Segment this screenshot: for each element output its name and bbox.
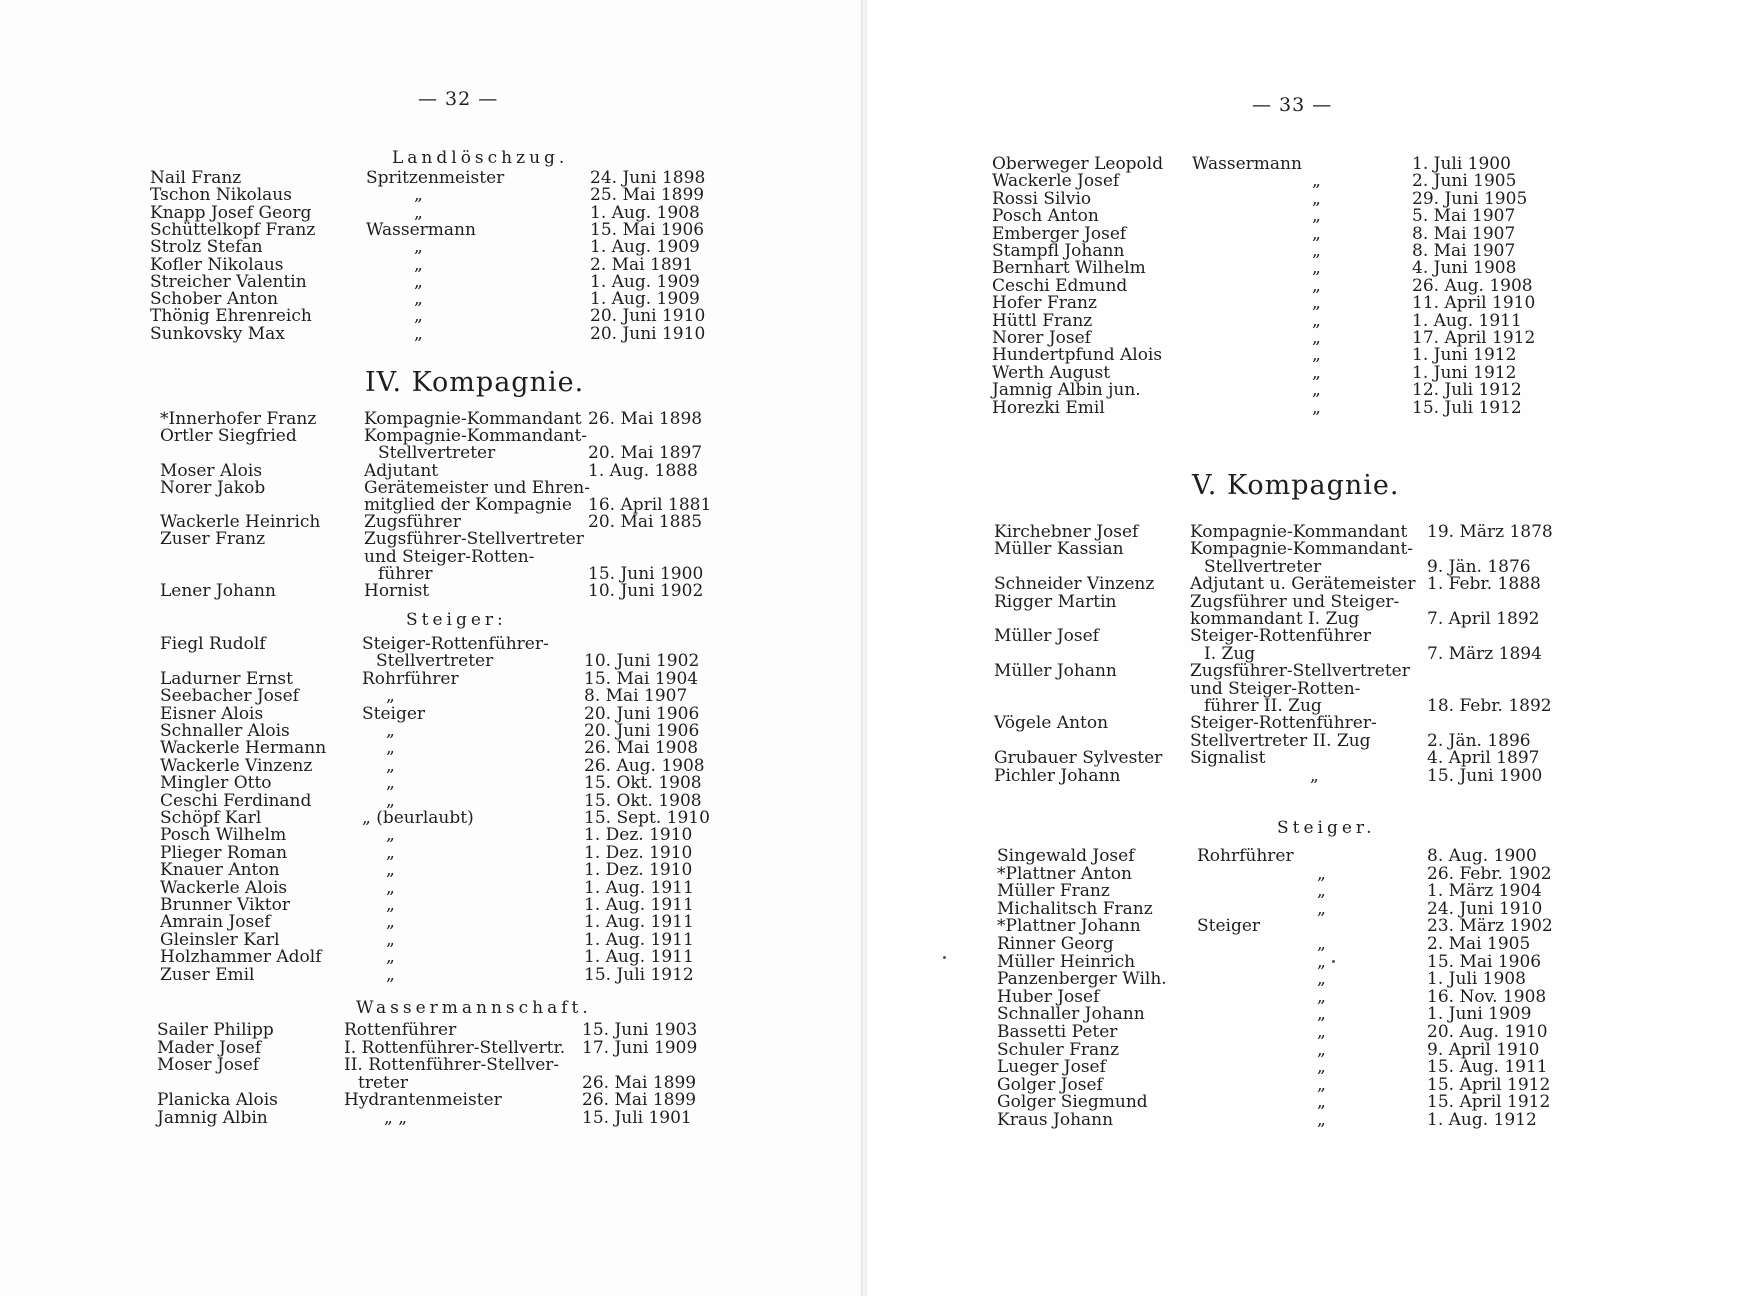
- kompagnie-v-officer-row-date: 1. Febr. 1888: [1427, 574, 1541, 595]
- kompagnie-v-officer-row-role: Stellvertreter II. Zug: [1190, 730, 1371, 751]
- wassermannschaft-row-role: Hydrantenmeister: [344, 1090, 502, 1111]
- kompagnie-iv-steiger-row-name: Posch Wilhelm: [160, 825, 287, 846]
- kompagnie-iv-steiger-row-date: 8. Mai 1907: [584, 686, 688, 707]
- kompagnie-v-officer-row-name: Müller Josef: [994, 626, 1099, 647]
- kompagnie-iv-steiger-row-role: Stellvertreter: [376, 651, 494, 672]
- wassermann-row-name: Ceschi Edmund: [992, 275, 1128, 296]
- kompagnie-iv-steiger-row-date: 1. Aug. 1911: [584, 912, 694, 933]
- wassermann-row-date: 4. Juni 1908: [1412, 258, 1517, 279]
- kompagnie-iv-steiger-row-name: Amrain Josef: [160, 912, 271, 933]
- wassermann-row-role: „: [1312, 310, 1321, 331]
- wassermannschaft-row-role: Rottenführer: [344, 1020, 457, 1040]
- landloeschzug-row-name: Streicher Valentin: [150, 271, 307, 292]
- kompagnie-v-officer-row-name: Pichler Johann: [994, 765, 1121, 786]
- landloeschzug-row-date: 20. Juni 1910: [590, 306, 706, 327]
- kompagnie-v-officer-row-name: Rigger Martin: [994, 591, 1117, 612]
- wassermann-row-name: Jamnig Albin jun.: [992, 380, 1141, 401]
- kompagnie-iv-steiger-row-date: 1. Dez. 1910: [584, 825, 693, 846]
- landloeschzug-row-name: Schober Anton: [150, 289, 279, 310]
- wassermann-row-role: „: [1312, 188, 1321, 209]
- landloeschzug-row-role: „: [414, 185, 423, 206]
- landloeschzug-row-date: 1. Aug. 1909: [590, 289, 700, 310]
- kompagnie-iv-steiger-row-date: 15. Mai 1904: [584, 668, 699, 689]
- landloeschzug-row-name: Knapp Josef Georg: [150, 202, 312, 223]
- kompagnie-v-officer-row-date: 2. Jän. 1896: [1427, 730, 1531, 751]
- kompagnie-iv-steiger-row-role: „: [386, 877, 395, 898]
- landloeschzug-row-name: Thönig Ehrenreich: [150, 306, 312, 327]
- kompagnie-v-steiger-row-date: 15. April 1912: [1427, 1092, 1551, 1113]
- kompagnie-iv-officer-row-role: Gerätemeister und Ehren-: [364, 477, 590, 498]
- kompagnie-v-steiger-row-role: „: [1317, 898, 1326, 919]
- kompagnie-v-steiger-row-name: Schuler Franz: [997, 1039, 1120, 1060]
- wassermann-row-name: Oberweger Leopold: [992, 154, 1164, 174]
- kompagnie-v-steiger-row-date: 23. März 1902: [1427, 916, 1553, 937]
- kompagnie-iv-officer-row-role: Zugsführer: [364, 512, 461, 533]
- kompagnie-iv-officer-row-role: mitglied der Kompagnie: [364, 495, 572, 515]
- wassermann-row-role: „: [1312, 275, 1321, 296]
- page-right: [867, 0, 1740, 1296]
- section-title-steiger-v: Steiger.: [1277, 818, 1376, 838]
- wassermann-row-date: 5. Mai 1907: [1412, 206, 1516, 227]
- kompagnie-iv-officer-row-date: 15. Juni 1900: [588, 563, 704, 584]
- kompagnie-iv-steiger-row-name: Schöpf Karl: [160, 808, 262, 828]
- wassermannschaft-row-role: treter: [358, 1072, 409, 1093]
- wassermann-row-date: 2. Juni 1905: [1412, 171, 1517, 192]
- kompagnie-iv-steiger-row-name: Knauer Anton: [160, 860, 280, 881]
- wassermannschaft-row-role: „ „: [384, 1108, 408, 1128]
- kompagnie-iv-steiger-row-date: 1. Aug. 1911: [584, 877, 694, 898]
- kompagnie-iv-steiger-row-date: 1. Dez. 1910: [584, 860, 693, 881]
- kompagnie-iv-officer-row-name: Norer Jakob: [160, 477, 266, 498]
- wassermannschaft-row-name: Jamnig Albin: [157, 1108, 268, 1128]
- wassermann-row-date: 1. Juli 1900: [1412, 154, 1511, 174]
- wassermannschaft-row-name: Sailer Philipp: [157, 1020, 274, 1040]
- kompagnie-iv-steiger-row-date: 1. Dez. 1910: [584, 842, 693, 863]
- landloeschzug-row-name: Nail Franz: [150, 168, 242, 188]
- kompagnie-v-steiger-row-date: 1. Aug. 1912: [1427, 1110, 1537, 1130]
- wassermann-row-name: Wackerle Josef: [992, 171, 1120, 192]
- kompagnie-v-officer-row-role: Kompagnie-Kommandant: [1190, 522, 1408, 542]
- kompagnie-v-steiger-row-name: Kraus Johann: [997, 1110, 1114, 1130]
- kompagnie-iv-steiger-row-role: „ (beurlaubt): [362, 808, 474, 828]
- wassermann-row-date: 1. Aug. 1911: [1412, 310, 1522, 331]
- landloeschzug-row-role: „: [414, 306, 423, 327]
- kompagnie-iv-steiger-row-name: Schnaller Alois: [160, 721, 290, 741]
- landloeschzug-row-name: Schüttelkopf Franz: [150, 219, 316, 240]
- kompagnie-v-steiger-row-date: 24. Juni 1910: [1427, 898, 1543, 919]
- wassermann-row-name: Posch Anton: [992, 206, 1099, 227]
- landloeschzug-row-name: Kofler Nikolaus: [150, 254, 284, 275]
- landloeschzug-row-date: 25. Mai 1899: [590, 185, 705, 206]
- kompagnie-v-steiger-row-role: „: [1317, 1022, 1326, 1042]
- wassermann-row-role: „: [1312, 293, 1321, 314]
- kompagnie-v-officer-row-role: und Steiger-Rotten-: [1190, 678, 1361, 699]
- kompagnie-iv-officer-row-date: 1. Aug. 1888: [588, 460, 698, 481]
- kompagnie-iv-steiger-row-date: 26. Mai 1908: [584, 738, 699, 759]
- kompagnie-v-steiger-row-date: 15. Aug. 1911: [1427, 1057, 1548, 1078]
- kompagnie-v-steiger-row-role: „: [1317, 1039, 1326, 1060]
- kompagnie-iv-steiger-row-name: Zuser Emil: [160, 964, 255, 985]
- kompagnie-v-steiger-row-date: 20. Aug. 1910: [1427, 1022, 1548, 1042]
- wassermannschaft-row-date: 15. Juli 1901: [582, 1108, 692, 1128]
- kompagnie-iv-steiger-row-role: „: [386, 686, 395, 707]
- section-title-landloeschzug: Landlöschzug.: [392, 148, 569, 168]
- kompagnie-v-steiger-row-date: 16. Nov. 1908: [1427, 986, 1547, 1007]
- wassermann-row-name: Hundertpfund Alois: [992, 345, 1163, 366]
- kompagnie-v-officer-row-role: Zugsführer und Steiger-: [1190, 591, 1400, 612]
- kompagnie-v-steiger-row-name: Bassetti Peter: [997, 1022, 1118, 1042]
- wassermann-row-name: Emberger Josef: [992, 223, 1127, 244]
- wassermann-row-name: Stampfl Johann: [992, 241, 1125, 261]
- kompagnie-v-officer-row-date: 18. Febr. 1892: [1427, 696, 1552, 716]
- wassermann-row-role: „: [1312, 328, 1321, 348]
- kompagnie-iv-steiger-row-role: „: [386, 773, 395, 794]
- page-number-left: — 32 —: [418, 88, 499, 110]
- kompagnie-v-officer-row-role: Steiger-Rottenführer: [1190, 626, 1371, 647]
- kompagnie-iv-officer-row-name: Wackerle Heinrich: [160, 512, 321, 533]
- landloeschzug-row-role: „: [414, 254, 423, 275]
- kompagnie-iv-steiger-row-role: „: [386, 738, 395, 759]
- kompagnie-iv-steiger-row-role: „: [386, 825, 395, 846]
- company-heading-iv: IV. Kompagnie.: [365, 367, 585, 398]
- kompagnie-iv-steiger-row-role: „: [386, 947, 395, 968]
- kompagnie-iv-officer-row-name: Ortler Siegfried: [160, 426, 297, 447]
- kompagnie-v-steiger-row-role: „: [1317, 881, 1326, 902]
- kompagnie-v-officer-row-date: 4. April 1897: [1427, 748, 1540, 769]
- kompagnie-iv-steiger-row-role: „: [386, 755, 395, 776]
- kompagnie-v-steiger-row-role: Steiger: [1197, 916, 1261, 937]
- kompagnie-v-steiger-row-name: Schnaller Johann: [997, 1004, 1145, 1025]
- landloeschzug-row-role: Wassermann: [366, 219, 476, 240]
- wassermann-row-name: Norer Josef: [992, 328, 1091, 348]
- kompagnie-v-steiger-row-name: Michalitsch Franz: [997, 898, 1153, 919]
- kompagnie-iv-steiger-row-name: Holzhammer Adolf: [160, 947, 322, 968]
- wassermann-row-name: Horezki Emil: [992, 397, 1105, 418]
- kompagnie-iv-steiger-row-date: 26. Aug. 1908: [584, 755, 705, 776]
- kompagnie-iv-steiger-row-role: Steiger: [362, 703, 426, 724]
- wassermann-row-role: „: [1312, 345, 1321, 366]
- kompagnie-iv-steiger-row-name: Gleinsler Karl: [160, 929, 280, 950]
- kompagnie-iv-steiger-row-name: Brunner Viktor: [160, 895, 290, 915]
- kompagnie-v-steiger-row-name: Rinner Georg: [997, 934, 1114, 954]
- company-heading-v: V. Kompagnie.: [1192, 470, 1400, 501]
- kompagnie-iv-officer-row-role: Kompagnie-Kommandant: [364, 409, 582, 429]
- wassermann-row-role: „: [1312, 258, 1321, 279]
- wassermann-row-date: 26. Aug. 1908: [1412, 275, 1533, 296]
- kompagnie-iv-steiger-row-name: Eisner Alois: [160, 703, 264, 724]
- wassermann-row-date: 15. Juli 1912: [1412, 397, 1522, 418]
- kompagnie-v-steiger-row-name: Golger Josef: [997, 1074, 1103, 1095]
- kompagnie-iv-steiger-row-name: Wackerle Hermann: [160, 738, 327, 759]
- kompagnie-v-steiger-row-date: 1. Juni 1909: [1427, 1004, 1532, 1025]
- kompagnie-iv-officer-row-date: 10. Juni 1902: [588, 581, 704, 601]
- section-title-wassermannschaft: Wassermannschaft.: [356, 998, 592, 1018]
- wassermann-row-role: „: [1312, 206, 1321, 227]
- paper-speck: [1332, 960, 1335, 963]
- kompagnie-v-steiger-row-role: Rohrführer: [1197, 846, 1294, 866]
- kompagnie-v-steiger-row-role: „: [1317, 863, 1326, 884]
- kompagnie-v-officer-row-role: kommandant I. Zug: [1190, 609, 1360, 629]
- kompagnie-v-steiger-row-date: 26. Febr. 1902: [1427, 863, 1552, 884]
- wassermann-row-date: 12. Juli 1912: [1412, 380, 1522, 401]
- landloeschzug-row-date: 2. Mai 1891: [590, 254, 694, 275]
- wassermann-row-date: 29. Juni 1905: [1412, 188, 1528, 209]
- kompagnie-iv-steiger-row-name: Fiegl Rudolf: [160, 634, 266, 654]
- landloeschzug-row-role: „: [414, 323, 423, 344]
- kompagnie-v-steiger-row-date: 15. April 1912: [1427, 1074, 1551, 1095]
- kompagnie-v-steiger-row-role: „: [1317, 951, 1326, 972]
- kompagnie-iv-officer-row-role: Kompagnie-Kommandant-: [364, 426, 588, 447]
- kompagnie-iv-steiger-row-name: Seebacher Josef: [160, 686, 299, 707]
- kompagnie-iv-officer-row-name: Lener Johann: [160, 581, 276, 601]
- landloeschzug-row-date: 24. Juni 1898: [590, 168, 706, 188]
- wassermann-row-role: „: [1312, 171, 1321, 192]
- kompagnie-v-officer-row-name: Vögele Anton: [994, 713, 1109, 734]
- wassermann-row-date: 17. April 1912: [1412, 328, 1536, 348]
- kompagnie-v-officer-row-date: 7. März 1894: [1427, 643, 1542, 664]
- wassermannschaft-row-name: Mader Josef: [157, 1037, 262, 1058]
- kompagnie-iv-officer-row-date: 20. Mai 1897: [588, 443, 703, 464]
- kompagnie-iv-officer-row-role: Hornist: [364, 581, 430, 601]
- kompagnie-iv-steiger-row-role: Rohrführer: [362, 668, 459, 689]
- wassermann-row-date: 1. Juni 1912: [1412, 362, 1517, 383]
- kompagnie-v-officer-row-date: 7. April 1892: [1427, 609, 1540, 629]
- wassermann-row-name: Hofer Franz: [992, 293, 1097, 314]
- wassermann-row-date: 8. Mai 1907: [1412, 241, 1516, 261]
- kompagnie-v-officer-row-role: Steiger-Rottenführer-: [1190, 713, 1377, 734]
- kompagnie-iv-steiger-row-role: „: [386, 964, 395, 985]
- kompagnie-iv-steiger-row-date: 20. Juni 1906: [584, 703, 700, 724]
- kompagnie-iv-officer-row-role: und Steiger-Rotten-: [364, 546, 535, 567]
- landloeschzug-row-date: 20. Juni 1910: [590, 323, 706, 344]
- kompagnie-v-officer-row-role: Kompagnie-Kommandant-: [1190, 539, 1414, 560]
- kompagnie-iv-officer-row-role: Stellvertreter: [378, 443, 496, 464]
- wassermann-row-role: „: [1312, 241, 1321, 261]
- kompagnie-v-officer-row-role: Adjutant u. Gerätemeister: [1190, 574, 1416, 595]
- kompagnie-iv-officer-row-role: führer: [378, 563, 433, 584]
- kompagnie-iv-steiger-row-name: Ceschi Ferdinand: [160, 790, 312, 811]
- kompagnie-iv-officer-row-role: Adjutant: [364, 460, 439, 481]
- kompagnie-iv-steiger-row-name: Mingler Otto: [160, 773, 272, 794]
- kompagnie-v-officer-row-date: 19. März 1878: [1427, 522, 1553, 542]
- kompagnie-v-officer-row-date: 9. Jän. 1876: [1427, 556, 1531, 577]
- kompagnie-iv-steiger-row-role: „: [386, 912, 395, 933]
- landloeschzug-row-date: 15. Mai 1906: [590, 219, 705, 240]
- landloeschzug-row-role: „: [414, 289, 423, 310]
- kompagnie-iv-steiger-row-date: 15. Juli 1912: [584, 964, 694, 985]
- wassermann-row-name: Rossi Silvio: [992, 188, 1092, 209]
- kompagnie-v-officer-row-role: „: [1310, 765, 1319, 786]
- wassermannschaft-row-date: 15. Juni 1903: [582, 1020, 698, 1040]
- kompagnie-iv-steiger-row-role: „: [386, 860, 395, 881]
- kompagnie-iv-steiger-row-role: „: [386, 929, 395, 950]
- kompagnie-v-steiger-row-date: 1. März 1904: [1427, 881, 1542, 902]
- kompagnie-v-steiger-row-role: „: [1317, 1092, 1326, 1113]
- landloeschzug-row-date: 1. Aug. 1909: [590, 271, 700, 292]
- kompagnie-iv-steiger-row-date: 10. Juni 1902: [584, 651, 700, 672]
- kompagnie-iv-officer-row-name: Zuser Franz: [160, 529, 266, 550]
- kompagnie-v-officer-row-role: Signalist: [1190, 748, 1266, 769]
- kompagnie-iv-steiger-row-date: 1. Aug. 1911: [584, 895, 694, 915]
- kompagnie-v-steiger-row-role: „: [1317, 1110, 1326, 1130]
- kompagnie-v-steiger-row-role: „: [1317, 1074, 1326, 1095]
- section-title-steiger: Steiger:: [406, 610, 507, 630]
- kompagnie-v-officer-row-role: führer II. Zug: [1204, 696, 1322, 716]
- kompagnie-v-officer-row-name: Müller Johann: [994, 661, 1117, 682]
- kompagnie-iv-steiger-row-role: „: [386, 721, 395, 741]
- wassermann-row-role: Wassermann: [1192, 154, 1302, 174]
- wassermann-row-date: 1. Juni 1912: [1412, 345, 1517, 366]
- wassermannschaft-row-role: II. Rottenführer-Stellver-: [344, 1055, 560, 1076]
- wassermannschaft-row-name: Planicka Alois: [157, 1090, 278, 1111]
- page-number-right: — 33 —: [1252, 94, 1333, 116]
- kompagnie-v-steiger-row-role: „: [1317, 1057, 1326, 1078]
- kompagnie-v-steiger-row-name: Singewald Josef: [997, 846, 1135, 866]
- landloeschzug-row-role: „: [414, 202, 423, 223]
- kompagnie-v-officer-row-role: I. Zug: [1204, 643, 1256, 664]
- kompagnie-v-steiger-row-date: 8. Aug. 1900: [1427, 846, 1537, 866]
- kompagnie-iv-steiger-row-date: 15. Okt. 1908: [584, 773, 702, 794]
- kompagnie-v-officer-row-name: Grubauer Sylvester: [994, 748, 1163, 769]
- wassermann-row-name: Hüttl Franz: [992, 310, 1093, 331]
- kompagnie-v-steiger-row-name: Panzenberger Wilh.: [997, 969, 1167, 990]
- kompagnie-v-steiger-row-name: *Plattner Johann: [997, 916, 1141, 937]
- kompagnie-iv-officer-row-date: 16. April 1881: [588, 495, 712, 515]
- wassermann-row-name: Werth August: [992, 362, 1111, 383]
- kompagnie-iv-officer-row-name: Moser Alois: [160, 460, 263, 481]
- kompagnie-iv-steiger-row-name: Wackerle Vinzenz: [160, 755, 313, 776]
- kompagnie-iv-steiger-row-name: Ladurner Ernst: [160, 668, 293, 689]
- kompagnie-v-steiger-row-name: Müller Heinrich: [997, 951, 1136, 972]
- wassermann-row-role: „: [1312, 223, 1321, 244]
- paper-speck: [943, 956, 946, 959]
- kompagnie-v-steiger-row-name: Müller Franz: [997, 881, 1110, 902]
- wassermannschaft-row-role: I. Rottenführer-Stellvertr.: [344, 1037, 566, 1058]
- kompagnie-v-steiger-row-role: „: [1317, 986, 1326, 1007]
- kompagnie-iv-steiger-row-date: 15. Okt. 1908: [584, 790, 702, 811]
- wassermannschaft-row-name: Moser Josef: [157, 1055, 260, 1076]
- landloeschzug-row-date: 1. Aug. 1908: [590, 202, 700, 223]
- wassermann-row-role: „: [1312, 397, 1321, 418]
- kompagnie-v-steiger-row-role: „: [1317, 934, 1326, 954]
- kompagnie-iv-steiger-row-role: „: [386, 895, 395, 915]
- kompagnie-v-steiger-row-role: „: [1317, 969, 1326, 990]
- kompagnie-v-officer-row-role: Zugsführer-Stellvertreter: [1190, 661, 1410, 682]
- kompagnie-v-steiger-row-date: 9. April 1910: [1427, 1039, 1540, 1060]
- landloeschzug-row-role: „: [414, 271, 423, 292]
- kompagnie-iv-officer-row-name: *Innerhofer Franz: [160, 409, 317, 429]
- kompagnie-iv-steiger-row-date: 15. Sept. 1910: [584, 808, 710, 828]
- wassermannschaft-row-date: 26. Mai 1899: [582, 1072, 697, 1093]
- kompagnie-v-steiger-row-date: 2. Mai 1905: [1427, 934, 1531, 954]
- kompagnie-v-steiger-row-name: Lueger Josef: [997, 1057, 1106, 1078]
- wassermann-row-date: 8. Mai 1907: [1412, 223, 1516, 244]
- kompagnie-v-steiger-row-name: Golger Siegmund: [997, 1092, 1148, 1113]
- kompagnie-v-steiger-row-name: *Plattner Anton: [997, 863, 1132, 884]
- wassermannschaft-row-date: 26. Mai 1899: [582, 1090, 697, 1111]
- landloeschzug-row-role: Spritzenmeister: [366, 168, 505, 188]
- wassermann-row-name: Bernhart Wilhelm: [992, 258, 1146, 279]
- kompagnie-iv-officer-row-role: Zugsführer-Stellvertreter: [364, 529, 584, 550]
- landloeschzug-row-name: Sunkovsky Max: [150, 323, 285, 344]
- wassermann-row-date: 11. April 1910: [1412, 293, 1536, 314]
- kompagnie-iv-officer-row-date: 26. Mai 1898: [588, 409, 703, 429]
- kompagnie-iv-officer-row-date: 20. Mai 1885: [588, 512, 703, 533]
- page-left: [0, 0, 864, 1296]
- wassermann-row-role: „: [1312, 362, 1321, 383]
- kompagnie-v-officer-row-name: Schneider Vinzenz: [994, 574, 1155, 595]
- kompagnie-v-officer-row-date: 15. Juni 1900: [1427, 765, 1543, 786]
- kompagnie-iv-steiger-row-date: 20. Juni 1906: [584, 721, 700, 741]
- landloeschzug-row-date: 1. Aug. 1909: [590, 237, 700, 258]
- kompagnie-v-steiger-row-date: 1. Juli 1908: [1427, 969, 1526, 990]
- landloeschzug-row-name: Tschon Nikolaus: [150, 185, 292, 206]
- kompagnie-v-officer-row-name: Kirchebner Josef: [994, 522, 1139, 542]
- kompagnie-v-steiger-row-date: 15. Mai 1906: [1427, 951, 1542, 972]
- kompagnie-v-steiger-row-role: „: [1317, 1004, 1326, 1025]
- kompagnie-iv-steiger-row-role: „: [386, 790, 395, 811]
- kompagnie-iv-steiger-row-name: Wackerle Alois: [160, 877, 288, 898]
- wassermannschaft-row-date: 17. Juni 1909: [582, 1037, 698, 1058]
- wassermann-row-role: „: [1312, 380, 1321, 401]
- kompagnie-v-steiger-row-name: Huber Josef: [997, 986, 1100, 1007]
- kompagnie-iv-steiger-row-name: Plieger Roman: [160, 842, 288, 863]
- kompagnie-iv-steiger-row-role: Steiger-Rottenführer-: [362, 634, 549, 654]
- kompagnie-v-officer-row-role: Stellvertreter: [1204, 556, 1322, 577]
- kompagnie-v-officer-row-name: Müller Kassian: [994, 539, 1124, 560]
- kompagnie-iv-steiger-row-date: 1. Aug. 1911: [584, 947, 694, 968]
- kompagnie-iv-steiger-row-date: 1. Aug. 1911: [584, 929, 694, 950]
- kompagnie-iv-steiger-row-role: „: [386, 842, 395, 863]
- landloeschzug-row-role: „: [414, 237, 423, 258]
- landloeschzug-row-name: Strolz Stefan: [150, 237, 263, 258]
